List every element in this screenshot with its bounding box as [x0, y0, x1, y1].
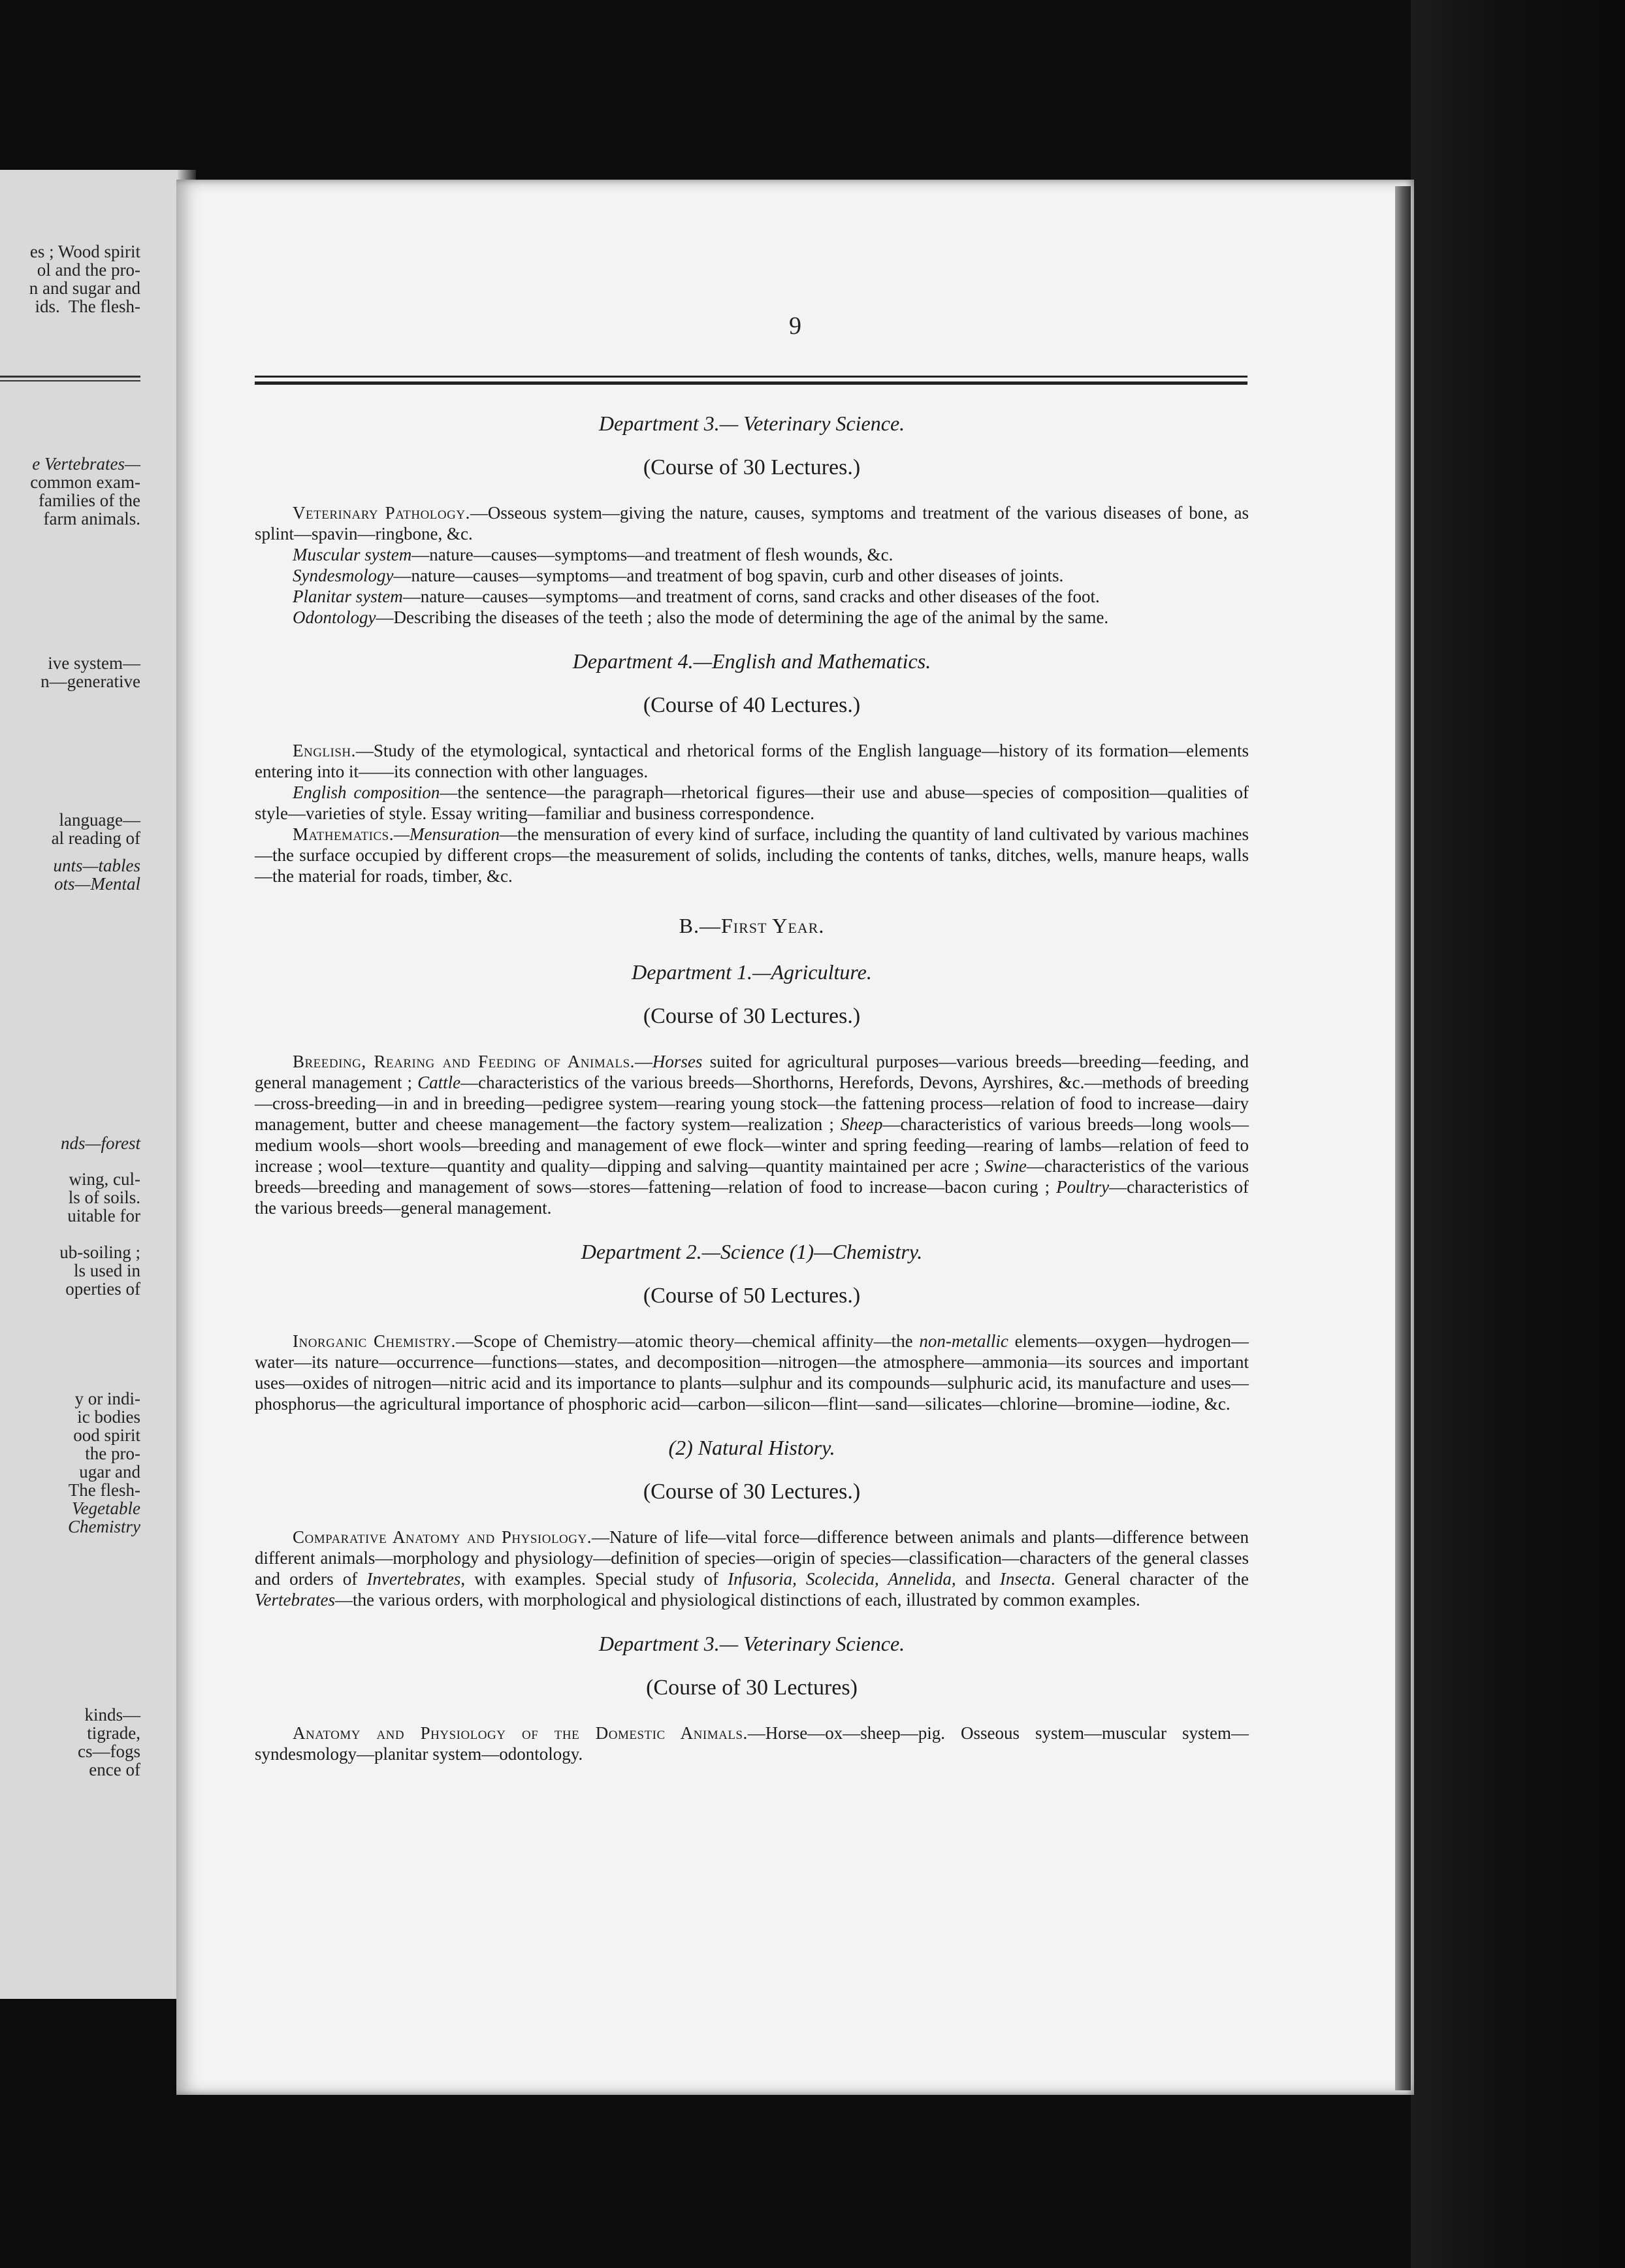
paragraph-planitar-system: Planitar system—nature—causes—symptoms—and treatment of corns, sand cracks and other diseases of the foot.	[293, 587, 1100, 606]
left-page-text-fragment: cs—fogs	[78, 1742, 140, 1761]
left-page-text-fragment: ub-soiling ;	[59, 1242, 140, 1262]
page-sheet	[176, 180, 1414, 2095]
paragraph-english-composition: English composition—the sentence—the paragraph—rhetorical figures—their use and abuse—species of composition—qualities of style—varieties of style. Essay writing—familiar and business correspondence.	[255, 783, 1249, 823]
left-page-text-fragment: language—	[59, 810, 140, 830]
section-heading-agriculture: Department 1.—Agriculture.	[632, 960, 872, 984]
left-page-text-fragment: y or indi-	[74, 1389, 140, 1408]
paragraph-english: English.—Study of the etymological, syntactical and rhetorical forms of the English language—history of its formation—elements entering into it——its connection with other languages.	[255, 741, 1249, 781]
left-page-text-fragment: operties of	[65, 1279, 140, 1299]
left-page-text-fragment: Chemistry	[68, 1517, 140, 1536]
paragraph-odontology: Odontology—Describing the diseases of the teeth ; also the mode of determining the age of the animal by the same.	[293, 608, 1109, 627]
section-heading-english: Department 4.—English and Mathematics.	[572, 649, 931, 673]
course-label-chemistry: (Course of 50 Lectures.)	[643, 1284, 861, 1308]
section-heading-natural-history: (2) Natural History.	[668, 1436, 835, 1459]
left-page-text-fragment: kinds—	[84, 1705, 140, 1725]
page-content	[255, 402, 1249, 1764]
left-page-rule	[0, 380, 140, 381]
page-edge-shadow	[1395, 186, 1411, 2090]
left-facing-page	[0, 170, 196, 1999]
section-heading-veterinary: Department 3.— Veterinary Science.	[598, 412, 905, 435]
left-page-text-fragment: al reading of	[51, 828, 140, 848]
paragraph-anatomy-domestic-animals: Anatomy and Physiology of the Domestic Animals.—Horse—ox—sheep—pig. Osseous system—muscular system—syndesmology—planitar system—odontology.	[255, 1723, 1249, 1764]
left-page-text-fragment: ive system—	[48, 653, 140, 673]
left-page-text-fragment: ots—Mental	[54, 874, 140, 894]
header-double-rule	[255, 376, 1247, 385]
left-page-text-fragment: n and sugar and	[29, 278, 140, 298]
left-page-text-fragment: families of the	[39, 491, 140, 510]
year-heading: B.—First Year.	[679, 914, 825, 937]
course-label-natural-history: (Course of 30 Lectures.)	[643, 1480, 861, 1504]
scanner-background	[1411, 0, 1625, 2268]
left-page-text-fragment: ls used in	[73, 1261, 140, 1280]
left-page-text-fragment: the pro-	[85, 1444, 140, 1463]
left-page-text-fragment: tigrade,	[87, 1723, 140, 1743]
left-page-text-fragment: n—generative	[40, 672, 140, 691]
left-page-text-fragment: Vegetable	[72, 1498, 140, 1518]
left-page-text-fragment: es ; Wood spirit	[29, 242, 140, 261]
left-page-text-fragment: ence of	[89, 1760, 140, 1779]
course-label-veterinary: (Course of 30 Lectures.)	[643, 455, 861, 479]
left-page-text-fragment: ugar and	[79, 1462, 140, 1482]
left-page-text-fragment: uitable for	[67, 1206, 140, 1225]
left-page-text-fragment: ls of soils.	[68, 1188, 140, 1207]
paragraph-mathematics: Mathematics.—Mensuration—the mensuration of every kind of surface, including the quantity of land cultivated by various machines—the surface occupied by different crops—the measurement of solids, including the contents of tanks, ditches, wells, manure heaps, walls—the material for roads, timber, &c.	[255, 824, 1249, 886]
page-number: 9	[789, 312, 801, 340]
course-label-english: (Course of 40 Lectures.)	[643, 693, 861, 717]
left-page-text-fragment: farm animals.	[43, 509, 140, 528]
left-page-text-fragment: unts—tables	[53, 856, 140, 875]
section-heading-veterinary-first-year: Department 3.— Veterinary Science.	[598, 1632, 905, 1655]
left-page-text-fragment: ids. The flesh-	[35, 297, 140, 316]
left-page-text-fragment: e Vertebrates—	[32, 454, 140, 474]
left-page-text-fragment: wing, cul-	[69, 1169, 140, 1189]
left-page-text-fragment: The flesh-	[68, 1480, 140, 1500]
paragraph-veterinary-pathology: Veterinary Pathology.—Osseous system—giving the nature, causes, symptoms and treatment of the various diseases of bone, as splint—spavin—ringbone, &c.	[255, 503, 1249, 543]
left-page-text-fragment: ood spirit	[73, 1425, 140, 1445]
course-label-veterinary-first-year: (Course of 30 Lectures)	[646, 1676, 858, 1700]
section-heading-chemistry: Department 2.—Science (1)—Chemistry.	[581, 1240, 923, 1263]
left-page-text-fragment: common exam-	[30, 472, 140, 492]
left-page-rule	[0, 376, 140, 378]
paragraph-syndesmology: Syndesmology—nature—causes—symptoms—and treatment of bog spavin, curb and other diseases of joints.	[293, 566, 1064, 585]
left-page-text-fragment: nds—forest	[60, 1133, 140, 1153]
paragraph-inorganic-chemistry: Inorganic Chemistry.—Scope of Chemistry—atomic theory—chemical affinity—the non-metallic elements—oxygen—hydrogen—water—its nature—occurrence—functions—states, and decomposition—nitrogen—the atmosphere—ammonia—its sources and important uses—oxides of nitrogen—nitric acid and its importance to plants—sulphur and its compounds—sulphuric acid, its manufacture and uses—phosphorus—the agricultural importance of phosphoric acid—carbon—silicon—flint—sand—silicates—chlorine—bromine—iodine, &c.	[255, 1331, 1249, 1414]
paragraph-comparative-anatomy: Comparative Anatomy and Physiology.—Nature of life—vital force—difference between animals and plants—difference between different animals—morphology and physiology—definition of species—origin of species—classification—characters of the general classes and orders of Invertebrates, with examples. Special study of Infusoria, Scolecida, Annelida, and Insecta. General character of the Vertebrates—the various orders, with morphological and physiological distinctions of each, illustrated by common examples.	[255, 1527, 1249, 1610]
paragraph-breeding: Breeding, Rearing and Feeding of Animals.—Horses suited for agricultural purposes—various breeds—breeding—feeding, and general management ; Cattle—characteristics of the various breeds—Shorthorns, Herefords, Devons, Ayrshires, &c.—methods of breeding—cross-breeding—in and in breeding—pedigree system—rearing young stock—the fattening process—relation of food to increase—dairy management, butter and cheese management—the factory system—realization ; Sheep—characteristics of various breeds—long wools—medium wools—short wools—breeding and management of ewe flock—winter and spring feeding—rearing of lambs—relation of feed to increase ; wool—texture—quantity and quality—dipping and salving—quantity maintained per acre ; Swine—characteristics of the various breeds—breeding and management of sows—stores—fattening—relation of food to increase—bacon curing ; Poultry—characteristics of the various breeds—general management.	[255, 1052, 1249, 1218]
paragraph-muscular-system: Muscular system—nature—causes—symptoms—and treatment of flesh wounds, &c.	[293, 545, 893, 564]
course-label-agriculture: (Course of 30 Lectures.)	[643, 1004, 861, 1028]
left-page-text-fragment: ol and the pro-	[37, 260, 140, 280]
left-page-text-fragment: ic bodies	[77, 1407, 140, 1427]
